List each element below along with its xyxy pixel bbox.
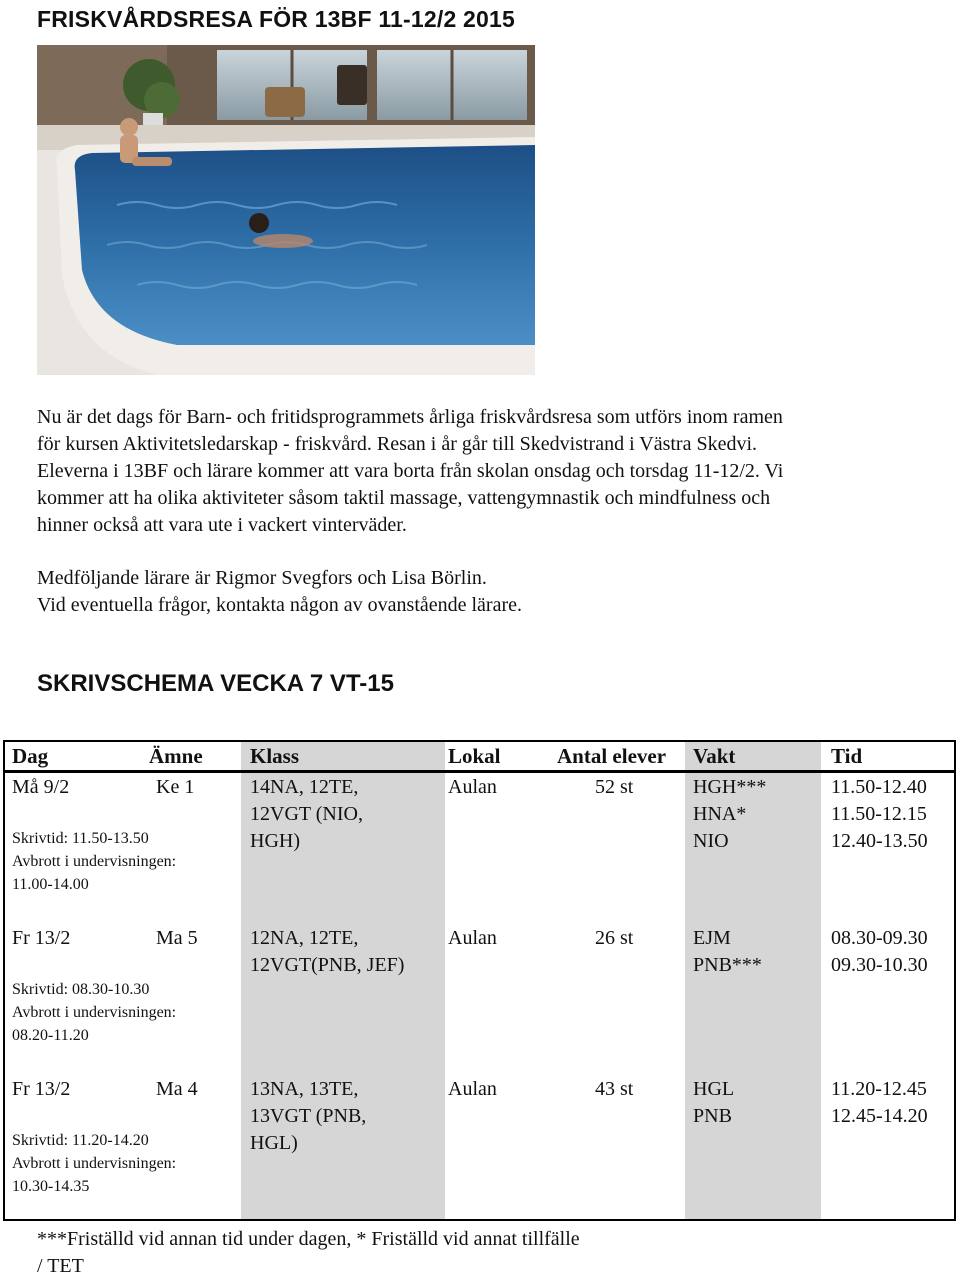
teachers-line: Vid eventuella frågor, kontakta någon av ovanstående lärare. [37,594,523,616]
pool-photo [37,45,535,375]
cell-antal: 43 st [595,1078,634,1100]
intro-line: för kursen Aktivitetsledarskap - friskvård. Resan i år går till Skedvistrand i Västra Skedvi. [37,433,758,455]
cell-dag: Fr 13/2 [12,927,71,949]
cell-avbrott-label: Avbrott i undervisningen: [12,853,177,870]
document-title: FRISKVÅRDSRESA FÖR 13BF 11-12/2 2015 [37,6,516,32]
intro-line: hinner också att vara ute i vackert vinterväder. [37,514,407,536]
cell-tid: 11.20-12.45 [831,1078,927,1100]
cell-amne: Ma 5 [156,927,198,949]
cell-amne: Ma 4 [156,1078,198,1100]
cell-skrivtid: Skrivtid: 11.50-13.50 [12,830,149,847]
column-header-dag: Dag [12,744,49,768]
column-header-amne: Ämne [149,744,203,768]
cell-vakt: PNB*** [693,954,762,976]
teachers-line: Medföljande lärare är Rigmor Svegfors och Lisa Börlin. [37,567,487,589]
cell-antal: 52 st [595,776,634,798]
schedule-table [3,740,956,1221]
intro-line: Nu är det dags för Barn- och fritidsprogrammets årliga friskvårdsresa som utförs inom ramen [37,406,783,428]
footnote-line: / TET [37,1255,84,1277]
cell-klass: 13NA, 13TE, [250,1078,359,1100]
cell-tid: 12.45-14.20 [831,1105,928,1127]
cell-klass: 13VGT (PNB, [250,1105,367,1127]
cell-avbrott-time: 08.20-11.20 [12,1027,89,1044]
cell-skrivtid: Skrivtid: 08.30-10.30 [12,981,150,998]
cell-tid: 08.30-09.30 [831,927,928,949]
cell-vakt: EJM [693,927,731,949]
cell-lokal: Aulan [448,1078,497,1100]
footnote-line: ***Friställd vid annan tid under dagen, * Friställd vid annat tillfälle [37,1228,580,1250]
cell-klass: HGL) [250,1132,298,1154]
cell-avbrott-time: 10.30-14.35 [12,1178,90,1195]
column-header-klass: Klass [250,744,300,768]
schedule-heading: SKRIVSCHEMA VECKA 7 VT-15 [37,670,394,697]
column-header-vakt: Vakt [693,744,736,768]
cell-tid: 11.50-12.40 [831,776,927,798]
column-header-tid: Tid [831,744,863,768]
column-header-lokal: Lokal [448,744,501,768]
cell-klass: 12VGT(PNB, JEF) [250,954,405,976]
teachers-paragraph [37,565,937,619]
cell-klass: 12VGT (NIO, [250,803,363,825]
intro-paragraph [37,404,937,539]
intro-line: Eleverna i 13BF och lärare kommer att vara borta från skolan onsdag och torsdag 11-12/2. Vi [37,460,784,482]
intro-line: kommer att ha olika aktiviteter såsom taktil massage, vattengymnastik och mindfulness och [37,487,771,509]
header-rule [5,770,954,773]
footnote [37,1226,717,1280]
cell-avbrott-time: 11.00-14.00 [12,876,89,893]
cell-tid: 11.50-12.15 [831,803,927,825]
cell-lokal: Aulan [448,927,497,949]
cell-dag: Må 9/2 [12,776,70,798]
cell-avbrott-label: Avbrott i undervisningen: [12,1155,177,1172]
cell-avbrott-label: Avbrott i undervisningen: [12,1004,177,1021]
cell-vakt: NIO [693,830,729,852]
cell-klass: HGH) [250,830,300,852]
cell-skrivtid: Skrivtid: 11.20-14.20 [12,1132,149,1149]
cell-klass: 12NA, 12TE, [250,927,359,949]
cell-vakt: HNA* [693,803,747,825]
cell-vakt: HGL [693,1078,735,1100]
cell-klass: 14NA, 12TE, [250,776,359,798]
cell-vakt: HGH*** [693,776,767,798]
cell-amne: Ke 1 [156,776,195,798]
cell-antal: 26 st [595,927,634,949]
cell-lokal: Aulan [448,776,497,798]
cell-tid: 09.30-10.30 [831,954,928,976]
cell-tid: 12.40-13.50 [831,830,928,852]
cell-vakt: PNB [693,1105,732,1127]
column-header-antal: Antal elever [557,744,667,768]
cell-dag: Fr 13/2 [12,1078,71,1100]
